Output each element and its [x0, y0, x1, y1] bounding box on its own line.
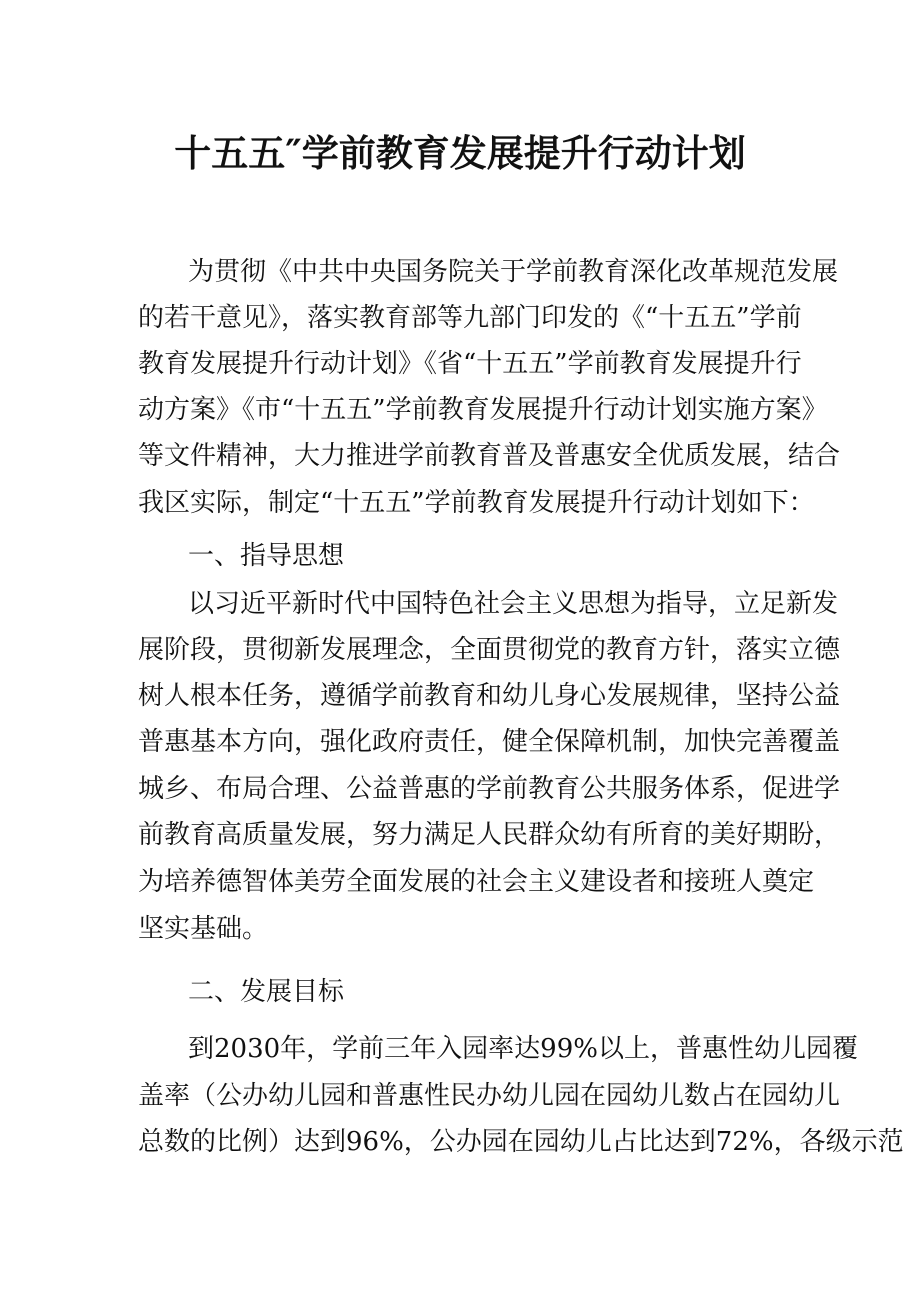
section-heading-guiding-thought: 一、指导思想 [188, 541, 345, 571]
paragraph-line: 教育发展提升行动计划》《省“十五五”学前教育发展提升行 [138, 349, 802, 379]
paragraph-line: 盖率（公办幼儿园和普惠性民办幼儿园在园幼儿数占在园幼儿 [138, 1081, 841, 1111]
paragraph-line: 普惠基本方向，强化政府责任，健全保障机制，加快完善覆盖 [138, 727, 841, 757]
paragraph-line: 为培养德智体美劳全面发展的社会主义建设者和接班人奠定 [138, 867, 815, 897]
paragraph-line: 的若干意见》，落实教育部等九部门印发的《“十五五”学前 [138, 303, 802, 333]
paragraph-line: 我区实际，制定“十五五”学前教育发展提升行动计划如下： [138, 488, 815, 518]
paragraph-line: 树人根本任务，遵循学前教育和幼儿身心发展规律，坚持公益 [138, 681, 841, 711]
paragraph-line: 前教育高质量发展，努力满足人民群众幼有所育的美好期盼， [138, 820, 841, 850]
paragraph-line: 等文件精神，大力推进学前教育普及普惠安全优质发展，结合 [138, 441, 841, 471]
paragraph-line: 城乡、布局合理、公益普惠的学前教育公共服务体系，促进学 [138, 774, 841, 804]
paragraph-line: 总数的比例）达到96%，公办园在园幼儿占比达到72%，各级示范 [138, 1127, 904, 1157]
section-heading-development-goals: 二、发展目标 [188, 977, 345, 1007]
paragraph-line: 以习近平新时代中国特色社会主义思想为指导，立足新发 [188, 589, 839, 619]
paragraph-line: 坚实基础。 [138, 914, 269, 944]
paragraph-line: 到2030年，学前三年入园率达99%以上，普惠性幼儿园覆 [188, 1034, 858, 1064]
paragraph-line: 为贯彻《中共中央国务院关于学前教育深化改革规范发展 [188, 257, 839, 287]
paragraph-line: 展阶段，贯彻新发展理念，全面贯彻党的教育方针，落实立德 [138, 635, 841, 665]
paragraph-line: 动方案》《市“十五五”学前教育发展提升行动计划实施方案》 [138, 395, 828, 425]
document-title: 十五五″学前教育发展提升行动计划 [174, 132, 746, 175]
